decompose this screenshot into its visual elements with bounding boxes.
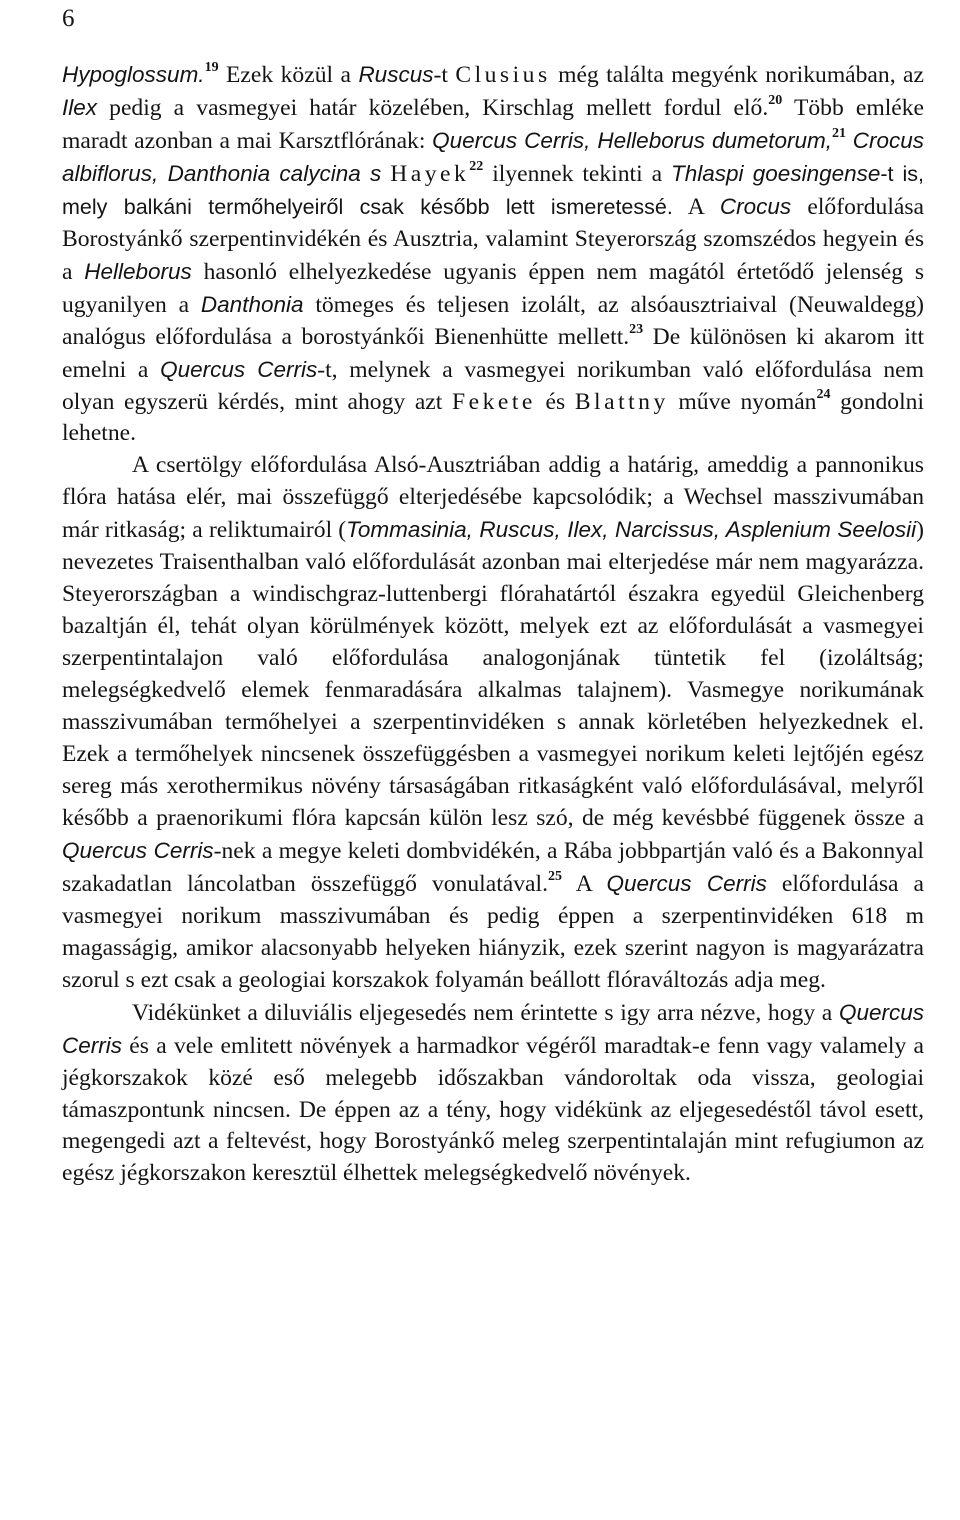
italic-term: Tommasinia, Ruscus, Ilex, Narcissus, Asplenium Seelosii [346, 517, 917, 543]
italic-term: Hypoglossum. [62, 62, 205, 87]
italic-term: Ruscus [358, 62, 434, 87]
text-run: még találta megyénk norikumában, az [550, 62, 925, 88]
italic-term: Quercus Cerris [62, 837, 214, 863]
text-run: ) nevezetes Traisenthalban való előfordulását azonban mai elterjedése már nem magyarázza. Steyerországban a windischgraz-luttenbergi flórahatártól északra egyedül Gleichenberg bazaltján él, tehát olyan körülmények között, melyek ezt az előfordulását a vasmegyei szerpentintalajon való előfordulása analogonjának tüntetik fel (izoláltság; melegségkedvelő elemek fenmaradására alkalmas talajnem). Vasmegye norikumának masszivumában termőhelyei a szerpentinvidéken s annak körletében helyezkednek el. Ezek a termőhelyek nincsenek összefüggésben a vasmegyei norikum keleti lejtőjén egész sereg más xerothermikus növény társaságában ritkaságként való előfordulásával, melyről később a praenorikumi flóra kapcsán külön lesz szó, de még kevésbbé függenek össze a [62, 517, 924, 831]
italic-term: Crocus [719, 193, 792, 219]
text-run: pedig a vasmegyei határ közelében, Kirschlag mellett fordul elő. [97, 94, 769, 121]
footnote-ref: 23 [629, 321, 644, 337]
text-body [62, 59, 924, 1190]
italic-term: Danthonia [200, 291, 304, 317]
spaced-name: Hayek [390, 160, 470, 187]
text-run [846, 128, 853, 154]
paragraph-1 [62, 59, 924, 450]
footnote-ref: 19 [204, 60, 219, 76]
page-number: 6 [62, 5, 75, 32]
text-run: -t is, mely balkáni termőhelyeiről csak később lett ismeretessé. [62, 161, 925, 219]
italic-term: Thlaspi goesingense [670, 160, 881, 186]
text-run: gondolni lehetne. [62, 388, 925, 447]
text-run: tömeges és teljesen izolált, az alsóausztriaival (Neuwaldegg) analógus előfordulása a borostyánkői Bienenhütte mellett. [62, 291, 924, 350]
spaced-name: Clusius [455, 62, 551, 88]
paragraph-2 [62, 450, 924, 996]
footnote-ref: 24 [816, 386, 831, 402]
text-run: -nek a megye keleti dombvidékén, a Rába jobbpartján való és a Bakonnyal szakadatlan láncolatban összefüggő vonulatával. [62, 837, 924, 897]
text-run: előfordulása a vasmegyei norikum masszivumában és pedig éppen a szerpentinvidéken 618 m magasságig, amikor alacsonyabb helyeken hiányzik, ezek szerint nagyon is magyarázatra szorul s ezt csak a geologiai korszakok folyamán beállott flóraváltozás adja meg. [62, 870, 924, 993]
spaced-name: Fekete [451, 388, 536, 415]
footnote-ref: 21 [832, 126, 847, 142]
text-run: A csertölgy előfordulása Alsó-Ausztriában addig a határig, ameddig a pannonikus flóra hatása elér, mai összefüggő elterjedésébe kapcsolódik; a Wechsel masszivumában már ritkaság; a reliktumairól ( [62, 452, 924, 544]
text-run: hasonló elhelyezkedése ugyanis éppen nem magától értetődő jelenség s ugyanilyen a [62, 258, 925, 318]
text-run: és [535, 388, 575, 415]
italic-term: Ilex [62, 94, 98, 120]
text-run: Több emléke maradt azonban a mai Karsztflórának: [62, 94, 924, 154]
text-run: ilyennek tekinti a [483, 160, 671, 187]
text-run: De különösen ki akarom itt emelni a [62, 323, 924, 383]
italic-term: Quercus Cerris, Helleborus dumetorum, [432, 127, 833, 153]
text-run: Ezek közül a [218, 62, 359, 88]
italic-term: Helleborus [84, 258, 192, 284]
footnote-ref: 25 [547, 868, 562, 884]
text-run: és a vele emlitett növények a harmadkor végéről maradtak-e fenn vagy valamely a jégkorszakok közé eső melegebb időszakban vándoroltak oda vissza, geologiai támaszpontunk nincsen. De éppen az a tény, hogy vidékünk az eljegesedéstől távol esett, megengedi azt a feltevést, hogy Borostyánkő meleg szerpentintalaján mint refugiumon az egész jégkorszakon keresztül élhettek melegségkedvelő növények. [62, 1032, 924, 1187]
footnote-ref: 20 [768, 93, 783, 109]
spaced-name: Blattny [574, 388, 669, 415]
paragraph-3 [62, 997, 924, 1191]
italic-term: Quercus Cerris [160, 356, 318, 382]
text-run: Vidékünket a diluviális eljegesedés nem érintette s igy arra nézve, hogy a [132, 999, 839, 1026]
italic-term: Quercus Cerris [606, 870, 767, 896]
text-run [381, 161, 390, 187]
footnote-ref: 22 [469, 159, 484, 174]
italic-term: Quercus Cerris [62, 999, 924, 1058]
text-run: előfordulása Borostyánkő szerpentinvidékén és Ausztria, valamint Steyerország szomszédos hegyein és a [62, 193, 925, 285]
text-run: -t, melynek a vasmegyei norikumban való előfordulása nem olyan egyszerü kérdés, mint ahogy azt [62, 356, 924, 415]
italic-term: Crocus albiflorus, Danthonia calycina s [62, 127, 925, 186]
text-run: -t [433, 62, 456, 88]
text-run: A [672, 193, 720, 220]
text-run: műve nyomán [668, 388, 817, 415]
text-run: A [561, 870, 607, 897]
